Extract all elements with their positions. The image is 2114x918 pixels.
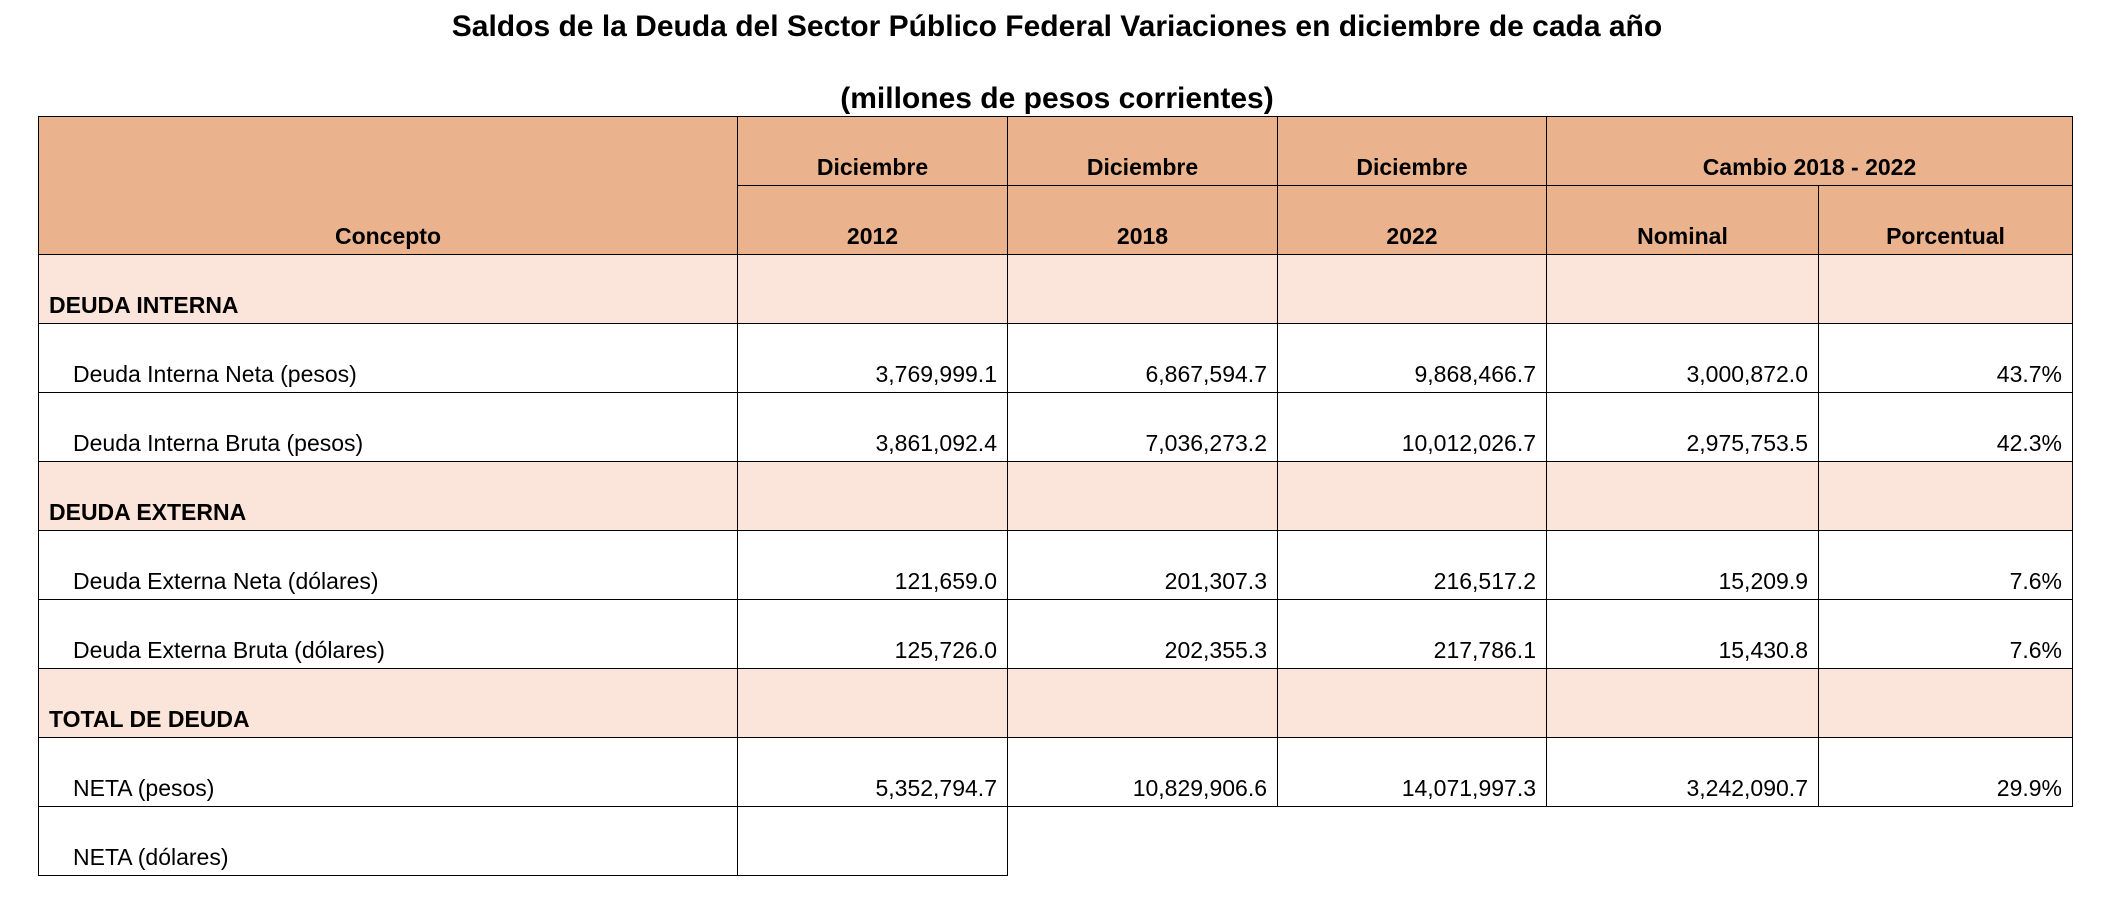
value-2012: 3,861,092.4 <box>738 393 1008 462</box>
header-cambio: Cambio 2018 - 2022 <box>1547 117 2073 186</box>
section-row-externa <box>39 462 2073 531</box>
row-label: Deuda Interna Neta (pesos) <box>39 324 738 393</box>
header-nominal: Nominal <box>1547 186 1819 255</box>
value-nominal: 2,975,753.5 <box>1547 393 1819 462</box>
section-label-externa: DEUDA EXTERNA <box>39 462 738 531</box>
row-label: Deuda Externa Neta (dólares) <box>39 531 738 600</box>
row-label: NETA (pesos) <box>39 738 738 807</box>
value-2022: 216,517.2 <box>1278 531 1547 600</box>
value-2018: 10,829,906.6 <box>1008 738 1278 807</box>
value-2022: 14,071,997.3 <box>1278 738 1547 807</box>
table-row <box>39 531 2073 600</box>
value-2022: 10,012,026.7 <box>1278 393 1547 462</box>
table-row <box>39 393 2073 462</box>
value-nominal: 15,430.8 <box>1547 600 1819 669</box>
value-nominal: 3,242,090.7 <box>1547 738 1819 807</box>
section-label-interna: DEUDA INTERNA <box>39 255 738 324</box>
section-row-interna <box>39 255 2073 324</box>
document-subtitle: (millones de pesos corrientes) <box>840 82 1274 115</box>
table-row <box>39 807 2073 876</box>
value-2022: 217,786.1 <box>1278 600 1547 669</box>
header-month-2018: Diciembre <box>1008 117 1278 186</box>
value-2012: 121,659.0 <box>738 531 1008 600</box>
document-title: Saldos de la Deuda del Sector Público Federal Variaciones en diciembre de cada año <box>451 10 1663 43</box>
value-nominal: 3,000,872.0 <box>1547 324 1819 393</box>
value-2018: 201,307.3 <box>1008 531 1278 600</box>
header-concepto: Concepto <box>39 117 738 255</box>
value-2018: 202,355.3 <box>1008 600 1278 669</box>
value-nominal: 15,209.9 <box>1547 531 1819 600</box>
header-row-1 <box>39 117 2073 186</box>
value-porcentual: 7.6% <box>1819 600 2073 669</box>
row-label: Deuda Interna Bruta (pesos) <box>39 393 738 462</box>
section-row-total <box>39 669 2073 738</box>
header-year-2018: 2018 <box>1008 186 1278 255</box>
header-year-2022: 2022 <box>1278 186 1547 255</box>
header-porcentual: Porcentual <box>1819 186 2073 255</box>
value-2012: 125,726.0 <box>738 600 1008 669</box>
header-month-2012: Diciembre <box>738 117 1008 186</box>
table-row <box>39 738 2073 807</box>
value-porcentual: 7.6% <box>1819 531 2073 600</box>
value-2022: 9,868,466.7 <box>1278 324 1547 393</box>
section-label-total: TOTAL DE DEUDA <box>39 669 738 738</box>
value-2012: 5,352,794.7 <box>738 738 1008 807</box>
header-year-2012: 2012 <box>738 186 1008 255</box>
row-label: Deuda Externa Bruta (dólares) <box>39 600 738 669</box>
value-porcentual: 29.9% <box>1819 738 2073 807</box>
value-2012 <box>738 807 1008 876</box>
value-porcentual: 43.7% <box>1819 324 2073 393</box>
value-2012: 3,769,999.1 <box>738 324 1008 393</box>
header-month-2022: Diciembre <box>1278 117 1547 186</box>
value-2018: 7,036,273.2 <box>1008 393 1278 462</box>
row-label: NETA (dólares) <box>39 807 738 876</box>
table-row <box>39 324 2073 393</box>
debt-table <box>38 116 2073 876</box>
table-row <box>39 600 2073 669</box>
value-porcentual: 42.3% <box>1819 393 2073 462</box>
value-2018: 6,867,594.7 <box>1008 324 1278 393</box>
